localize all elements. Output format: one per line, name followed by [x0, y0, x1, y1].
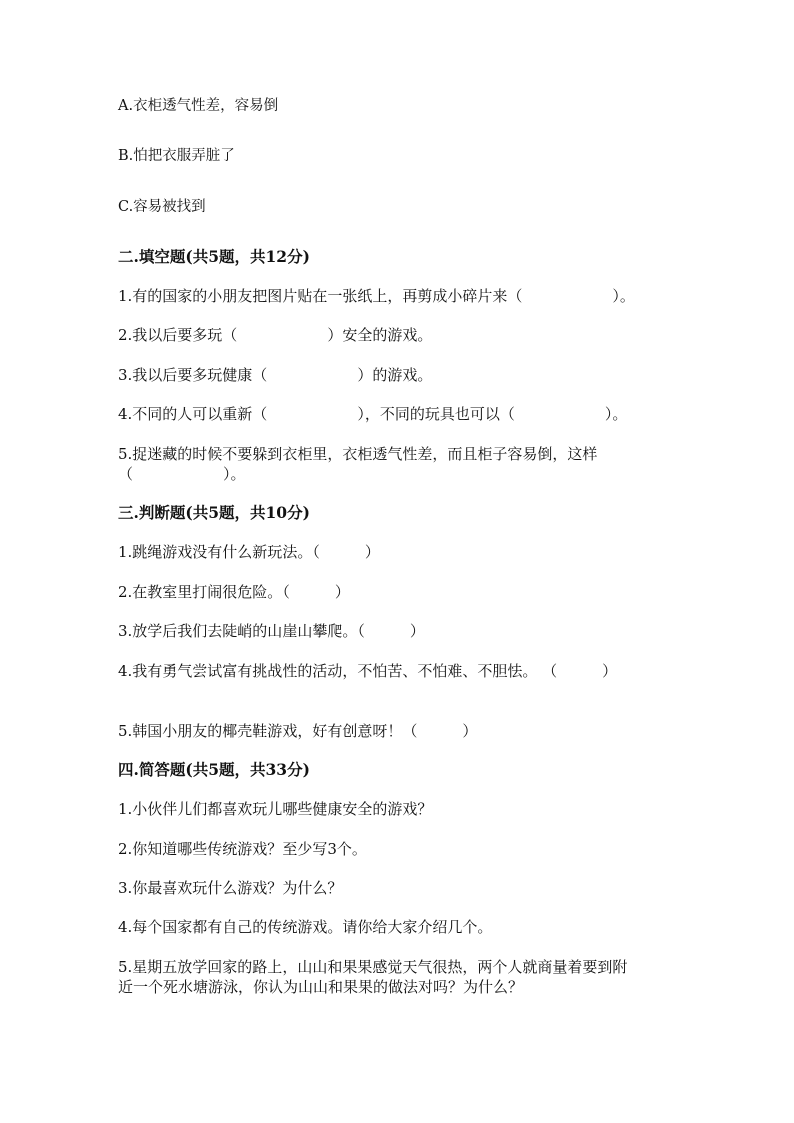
short-question-1: 1.小伙伴儿们都喜欢玩儿哪些健康安全的游戏？	[118, 800, 433, 818]
judge-question-3: 3.放学后我们去陡峭的山崖山攀爬。（ ）	[118, 622, 425, 640]
short-question-5-line-1: 5.星期五放学回家的路上，山山和果果感觉天气很热，两个人就商量着要到附	[118, 958, 628, 976]
option-b: B.怕把衣服弄脏了	[118, 148, 235, 164]
fill-question-4: 4.不同的人可以重新（ ），不同的玩具也可以（ ）。	[118, 405, 628, 423]
fill-question-5-line-1: 5.捉迷藏的时候不要躲到衣柜里，衣柜透气性差，而且柜子容易倒，这样	[118, 445, 598, 463]
short-question-4: 4.每个国家都有自己的传统游戏。请你给大家介绍几个。	[118, 918, 493, 936]
short-question-2: 2.你知道哪些传统游戏？至少写3个。	[118, 840, 367, 858]
judge-question-1: 1.跳绳游戏没有什么新玩法。（ ）	[118, 543, 380, 561]
section-heading-judge: 三.判断题(共5题，共10分)	[118, 503, 310, 522]
judge-question-5: 5.韩国小朋友的椰壳鞋游戏，好有创意呀！（ ）	[118, 722, 478, 740]
fill-question-1: 1.有的国家的小朋友把图片贴在一张纸上，再剪成小碎片来（ ）。	[118, 287, 635, 305]
judge-question-2: 2.在教室里打闹很危险。（ ）	[118, 583, 350, 601]
short-question-3: 3.你最喜欢玩什么游戏？为什么？	[118, 879, 343, 897]
fill-question-3: 3.我以后要多玩健康（ ）的游戏。	[118, 366, 433, 384]
fill-question-5-line-2: （ ）。	[118, 465, 246, 483]
section-heading-fill-blank: 二.填空题(共5题，共12分)	[118, 247, 310, 266]
short-question-5-line-2: 近一个死水塘游泳，你认为山山和果果的做法对吗？为什么？	[118, 978, 524, 996]
option-a: A.衣柜透气性差，容易倒	[118, 98, 279, 114]
fill-question-2: 2.我以后要多玩（ ）安全的游戏。	[118, 326, 433, 344]
judge-question-4: 4.我有勇气尝试富有挑战性的活动，不怕苦、不怕难、不胆怯。 （ ）	[118, 662, 618, 680]
option-c: C.容易被找到	[118, 199, 206, 215]
section-heading-short-answer: 四.简答题(共5题，共33分)	[118, 760, 310, 779]
